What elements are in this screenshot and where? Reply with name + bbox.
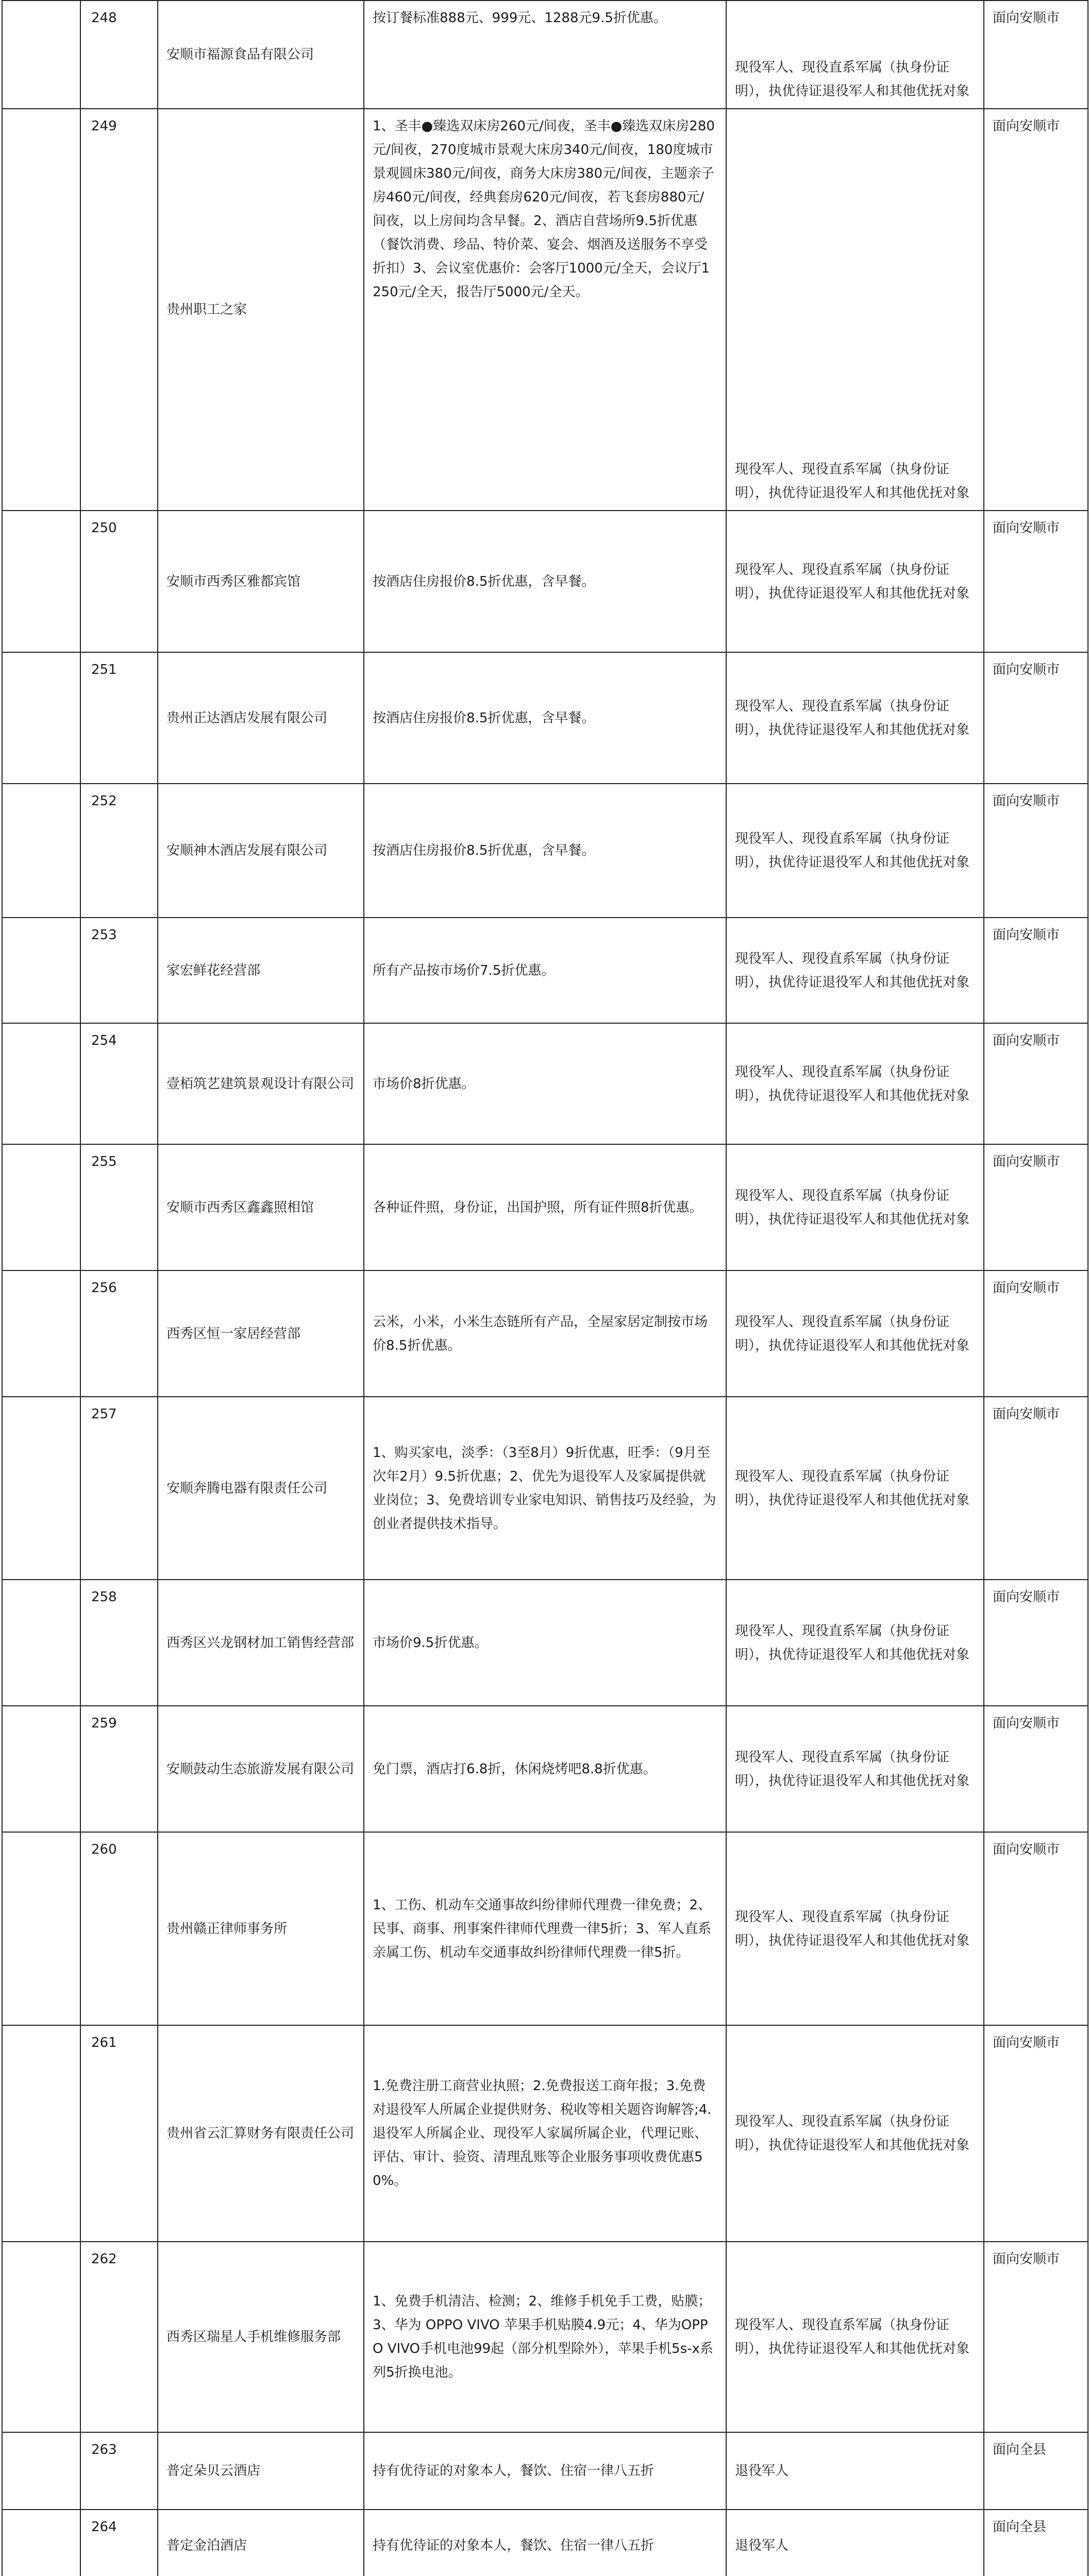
offer-text: 免门票，酒店打6.8折，休闲烧烤吧8.8折优惠。 bbox=[364, 1706, 726, 1832]
offer-text: 按酒店住房报价8.5折优惠，含早餐。 bbox=[364, 511, 726, 652]
row-number: 252 bbox=[80, 784, 158, 918]
row-number: 250 bbox=[80, 511, 158, 652]
offer-text: 按订餐标准888元、999元、1288元9.5折优惠。 bbox=[364, 1, 726, 109]
city-cell bbox=[2, 918, 80, 1023]
table-row bbox=[2, 918, 1088, 1023]
table-row bbox=[2, 2510, 1088, 2576]
merchant-name: 安顺鼓动生态旅游发展有限公司 bbox=[158, 1706, 364, 1832]
service-scope: 面向安顺市 bbox=[984, 1144, 1088, 1270]
city-cell bbox=[2, 1580, 80, 1706]
offer-text: 持有优待证的对象本人，餐饮、住宿一律八五折 bbox=[364, 2432, 726, 2510]
merchant-name: 壹栢筑艺建筑景观设计有限公司 bbox=[158, 1023, 364, 1144]
offer-text: 1、圣丰●臻选双床房260元/间夜，圣丰●臻选双床房280元/间夜，270度城市景观大床房340元/间夜，180度城市景观圆床380元/间夜，商务大床房380元/间夜，主题亲子房460元/间夜，经典套房620元/间夜，若飞套房880元/间夜，以上房间均含早餐。2、酒店自营场所9.5折优惠（餐饮消费、珍品、特价菜、宴会、烟酒及送服务不享受折扣）3、会议室优惠价：会客厅1000元/全天，会议厅1250元/全天，报告厅5000元/全天。 bbox=[364, 109, 726, 511]
service-scope: 面向安顺市 bbox=[984, 1270, 1088, 1397]
target-group: 现役军人、现役直系军属（执身份证明），执优待证退役军人和其他优抚对象 bbox=[726, 652, 984, 784]
row-number: 262 bbox=[80, 2242, 158, 2432]
table-row bbox=[2, 1580, 1088, 1706]
row-number: 257 bbox=[80, 1397, 158, 1580]
table-row bbox=[2, 1144, 1088, 1270]
target-group: 退役军人 bbox=[726, 2510, 984, 2576]
city-cell bbox=[2, 109, 80, 511]
city-cell bbox=[2, 2242, 80, 2432]
service-scope: 面向安顺市 bbox=[984, 1023, 1088, 1144]
table-row bbox=[2, 652, 1088, 784]
table-row bbox=[2, 1, 1088, 109]
row-number: 256 bbox=[80, 1270, 158, 1397]
target-group: 现役军人、现役直系军属（执身份证明），执优待证退役军人和其他优抚对象 bbox=[726, 1397, 984, 1580]
offer-text: 市场价8折优惠。 bbox=[364, 1023, 726, 1144]
city-cell bbox=[2, 1270, 80, 1397]
service-scope: 面向安顺市 bbox=[984, 1832, 1088, 2025]
table-row bbox=[2, 1397, 1088, 1580]
merchant-name: 安顺市福源食品有限公司 bbox=[158, 1, 364, 109]
offer-text: 1、购买家电，淡季：（3至8月）9折优惠，旺季：（9月至次年2月）9.5折优惠；2、优先为退役军人及家属提供就业岗位；3、免费培训专业家电知识、销售技巧及经验，为创业者提供技术指导。 bbox=[364, 1397, 726, 1580]
table-row bbox=[2, 1706, 1088, 1832]
service-scope: 面向安顺市 bbox=[984, 1, 1088, 109]
service-scope: 面向安顺市 bbox=[984, 1580, 1088, 1706]
table-row bbox=[2, 1023, 1088, 1144]
target-group: 现役军人、现役直系军属（执身份证明），执优待证退役军人和其他优抚对象 bbox=[726, 1023, 984, 1144]
merchant-name: 贵州正达酒店发展有限公司 bbox=[158, 652, 364, 784]
service-scope: 面向安顺市 bbox=[984, 1397, 1088, 1580]
merchant-name: 安顺神木酒店发展有限公司 bbox=[158, 784, 364, 918]
offer-text: 1、工伤、机动车交通事故纠纷律师代理费一律免费；2、民事、商事、刑事案件律师代理费一律5折；3、军人直系亲属工伤、机动车交通事故纠纷律师代理费一律5折。 bbox=[364, 1832, 726, 2025]
offer-text: 1.免费注册工商营业执照；2.免费报送工商年报；3.免费对退役军人所属企业提供财务、税收等相关题咨询解答;4.退役军人所属企业、现役军人家属所属企业，代理记账、评估、审计、验资、清理乱账等企业服务事项收费优惠50%。 bbox=[364, 2025, 726, 2242]
offer-text: 云米，小米，小米生态链所有产品，全屋家居定制按市场价8.5折优惠。 bbox=[364, 1270, 726, 1397]
merchant-name: 西秀区恒一家居经营部 bbox=[158, 1270, 364, 1397]
city-cell bbox=[2, 2432, 80, 2510]
offer-text: 1、免费手机清洁、检测；2、维修手机免手工费，贴膜；3、华为 OPPO VIVO 苹果手机贴膜4.9元；4、华为OPPO VIVO手机电池99起（部分机型除外），苹果手机5s-x系列5折换电池。 bbox=[364, 2242, 726, 2432]
target-group: 现役军人、现役直系军属（执身份证明），执优待证退役军人和其他优抚对象 bbox=[726, 2025, 984, 2242]
merchant-name: 西秀区兴龙钢材加工销售经营部 bbox=[158, 1580, 364, 1706]
row-number: 254 bbox=[80, 1023, 158, 1144]
target-group: 现役军人、现役直系军属（执身份证明），执优待证退役军人和其他优抚对象 bbox=[726, 2242, 984, 2432]
target-group: 现役军人、现役直系军属（执身份证明），执优待证退役军人和其他优抚对象 bbox=[726, 109, 984, 511]
target-group: 退役军人 bbox=[726, 2432, 984, 2510]
target-group: 现役军人、现役直系军属（执身份证明），执优待证退役军人和其他优抚对象 bbox=[726, 918, 984, 1023]
row-number: 253 bbox=[80, 918, 158, 1023]
merchant-name: 贵州职工之家 bbox=[158, 109, 364, 511]
target-group: 现役军人、现役直系军属（执身份证明），执优待证退役军人和其他优抚对象 bbox=[726, 1, 984, 109]
table-row bbox=[2, 511, 1088, 652]
offer-text: 各种证件照，身份证，出国护照，所有证件照8折优惠。 bbox=[364, 1144, 726, 1270]
offer-text: 持有优待证的对象本人，餐饮、住宿一律八五折 bbox=[364, 2510, 726, 2576]
target-group: 现役军人、现役直系军属（执身份证明），执优待证退役军人和其他优抚对象 bbox=[726, 511, 984, 652]
table-row bbox=[2, 109, 1088, 511]
merchant-name: 安顺奔腾电器有限责任公司 bbox=[158, 1397, 364, 1580]
table-row bbox=[2, 784, 1088, 918]
service-scope: 面向安顺市 bbox=[984, 784, 1088, 918]
row-number: 261 bbox=[80, 2025, 158, 2242]
target-group: 现役军人、现役直系军属（执身份证明），执优待证退役军人和其他优抚对象 bbox=[726, 1832, 984, 2025]
merchant-name: 安顺市西秀区雅都宾馆 bbox=[158, 511, 364, 652]
merchant-name: 家宏鲜花经营部 bbox=[158, 918, 364, 1023]
offer-text: 市场价9.5折优惠。 bbox=[364, 1580, 726, 1706]
city-cell bbox=[2, 784, 80, 918]
city-cell bbox=[2, 1144, 80, 1270]
benefits-table bbox=[2, 0, 1088, 2576]
city-cell bbox=[2, 652, 80, 784]
row-number: 263 bbox=[80, 2432, 158, 2510]
row-number: 249 bbox=[80, 109, 158, 511]
target-group: 现役军人、现役直系军属（执身份证明），执优待证退役军人和其他优抚对象 bbox=[726, 1144, 984, 1270]
row-number: 248 bbox=[80, 1, 158, 109]
city-cell bbox=[2, 2510, 80, 2576]
city-cell bbox=[2, 1832, 80, 2025]
row-number: 259 bbox=[80, 1706, 158, 1832]
table-row bbox=[2, 2025, 1088, 2242]
service-scope: 面向全县 bbox=[984, 2510, 1088, 2576]
merchant-name: 普定朵贝云酒店 bbox=[158, 2432, 364, 2510]
table-row bbox=[2, 1832, 1088, 2025]
city-cell bbox=[2, 1023, 80, 1144]
offer-text: 按酒店住房报价8.5折优惠，含早餐。 bbox=[364, 784, 726, 918]
table-row bbox=[2, 2432, 1088, 2510]
service-scope: 面向安顺市 bbox=[984, 511, 1088, 652]
row-number: 264 bbox=[80, 2510, 158, 2576]
offer-text: 按酒店住房报价8.5折优惠，含早餐。 bbox=[364, 652, 726, 784]
service-scope: 面向安顺市 bbox=[984, 2025, 1088, 2242]
row-number: 255 bbox=[80, 1144, 158, 1270]
city-cell bbox=[2, 511, 80, 652]
table-row bbox=[2, 2242, 1088, 2432]
service-scope: 面向安顺市 bbox=[984, 109, 1088, 511]
target-group: 现役军人、现役直系军属（执身份证明），执优待证退役军人和其他优抚对象 bbox=[726, 1580, 984, 1706]
target-group: 现役军人、现役直系军属（执身份证明），执优待证退役军人和其他优抚对象 bbox=[726, 784, 984, 918]
merchant-name: 西秀区瑞星人手机维修服务部 bbox=[158, 2242, 364, 2432]
city-cell bbox=[2, 1397, 80, 1580]
merchant-name: 安顺市西秀区鑫鑫照相馆 bbox=[158, 1144, 364, 1270]
city-cell bbox=[2, 1706, 80, 1832]
offer-text: 所有产品按市场价7.5折优惠。 bbox=[364, 918, 726, 1023]
row-number: 258 bbox=[80, 1580, 158, 1706]
service-scope: 面向安顺市 bbox=[984, 2242, 1088, 2432]
merchant-name: 贵州省云汇算财务有限责任公司 bbox=[158, 2025, 364, 2242]
city-cell bbox=[2, 1, 80, 109]
table-row bbox=[2, 1270, 1088, 1397]
service-scope: 面向安顺市 bbox=[984, 918, 1088, 1023]
service-scope: 面向全县 bbox=[984, 2432, 1088, 2510]
target-group: 现役军人、现役直系军属（执身份证明），执优待证退役军人和其他优抚对象 bbox=[726, 1270, 984, 1397]
row-number: 260 bbox=[80, 1832, 158, 2025]
service-scope: 面向安顺市 bbox=[984, 652, 1088, 784]
merchant-name: 贵州赣正律师事务所 bbox=[158, 1832, 364, 2025]
target-group: 现役军人、现役直系军属（执身份证明），执优待证退役军人和其他优抚对象 bbox=[726, 1706, 984, 1832]
row-number: 251 bbox=[80, 652, 158, 784]
service-scope: 面向安顺市 bbox=[984, 1706, 1088, 1832]
city-cell bbox=[2, 2025, 80, 2242]
merchant-name: 普定金泊酒店 bbox=[158, 2510, 364, 2576]
